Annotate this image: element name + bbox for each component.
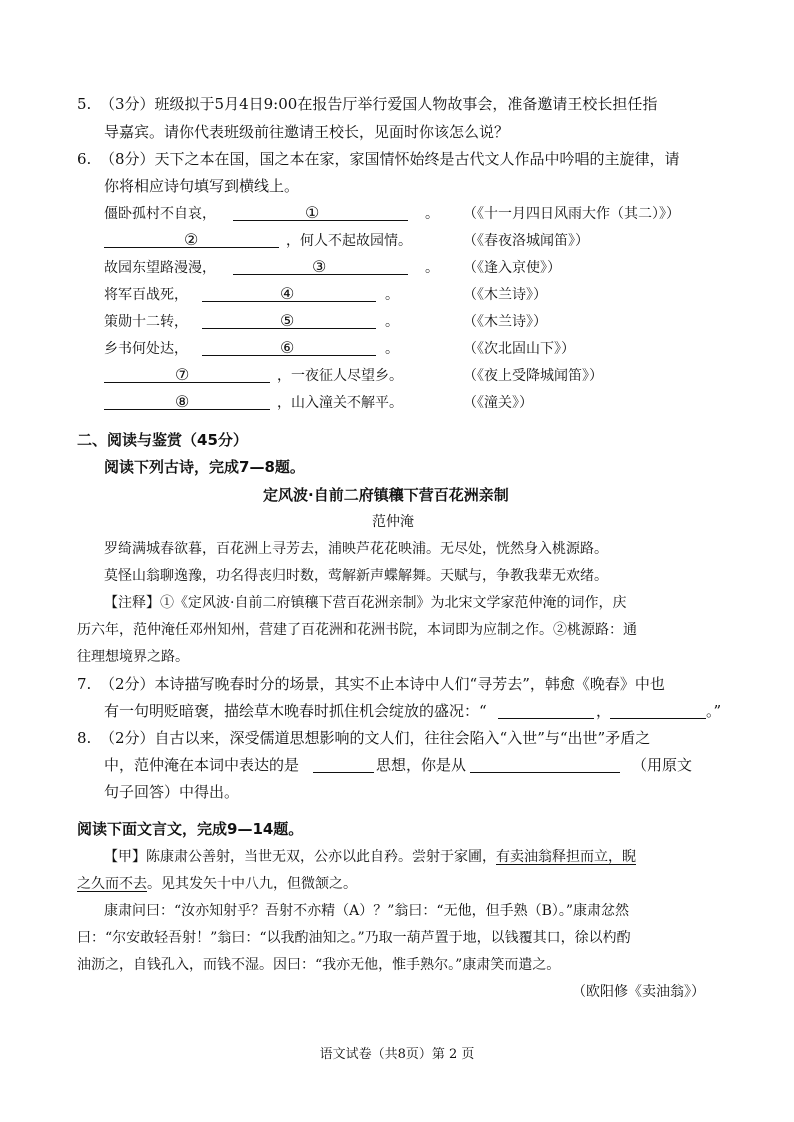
section-heading: 二、阅读与鉴赏（45分） — [77, 431, 248, 449]
q8-text-line1: （2分）自古以来，深受儒道思想影响的文人们，往往会陷入“入世”与“出世”矛盾之 — [100, 729, 651, 747]
poem-line-2: 莫怪山翁聊逸豫，功名得丧归时数，莺解新声蝶解舞。天赋与，争教我辈无欢绪。 — [104, 568, 608, 584]
q7-end-quote: 。” — [706, 702, 722, 720]
poem-line-1: 罗绮满城春欲暮，百花洲上寻芳去，浦映芦花花映浦。无尽处，恍然身入桃源路。 — [104, 541, 608, 557]
blank-marker: ④ — [280, 284, 295, 303]
poem-note-line-3: 往理想境界之路。 — [77, 649, 189, 665]
poem-note-line-2: 历六年，范仲淹任邓州知州，营建了百花洲和花洲书院，本词即为应制之作。②桃源路：通 — [77, 622, 637, 638]
poem-source: （《夜上受降城闻笛》） — [463, 368, 603, 384]
q8-number: 8. — [77, 729, 92, 747]
poem-source: （《春夜洛城闻笛》） — [463, 233, 589, 249]
passage-line-5: 油沥之，自钱孔入，而钱不湿。因曰：“我亦无他，惟手熟尔。”康肃笑而遣之。 — [77, 957, 561, 973]
q8-text-line2c: （用原文 — [632, 756, 693, 774]
q7-text-line1: （2分）本诗描写晚春时分的场景，其实不止本诗中人们“寻芳去”，韩愈《晚春》中也 — [100, 675, 665, 693]
fill-row-post: 。 — [425, 260, 439, 276]
blank-marker: ⑥ — [280, 338, 295, 357]
fill-row-post: 。 — [385, 341, 399, 357]
fill-row-pre: 策勋十二转， — [104, 314, 188, 330]
section-intro: 阅读下列古诗，完成7—8题。 — [104, 458, 305, 476]
fill-row-pre: 僵卧孤村不自哀， — [104, 206, 216, 222]
q7-answer-blank-2[interactable] — [610, 718, 706, 719]
q6-text-line2: 你将相应诗句填写到横线上。 — [104, 177, 300, 195]
fill-row-pre: 将军百战死， — [104, 287, 188, 303]
blank-marker: ⑤ — [280, 311, 295, 330]
poem-title: 定风波·自前二府镇穰下营百花洲亲制 — [263, 486, 509, 504]
fill-row-post: ，山入潼关不解平。 — [277, 395, 403, 411]
fill-row-post: ，何人不起故园情。 — [286, 233, 412, 249]
q7-comma: ， — [596, 702, 612, 720]
poem-source: （《十一月四日风雨大作（其二）》） — [463, 206, 680, 222]
q7-answer-blank-1[interactable] — [498, 718, 594, 719]
passage-line-1: 【甲】陈康肃公善射，当世无双，公亦以此自矜。尝射于家圃，有卖油翁释担而立，睨 — [104, 849, 636, 865]
q8-text-line3: 句子回答）中得出。 — [104, 783, 240, 801]
q7-number: 7. — [77, 675, 92, 693]
fill-row-post: 。 — [385, 287, 399, 303]
passage-line-2: 之久而不去。见其发矢十中八九，但微颔之。 — [77, 876, 357, 892]
poem-source: （《潼关》） — [463, 395, 533, 411]
passage-line-3: 康肃问曰：“汝亦知射乎？吾射不亦精（A）？”翁曰：“无他，但手熟（B）。”康肃忿然 — [104, 903, 630, 919]
poem-author: 范仲淹 — [372, 514, 414, 530]
passage-source: （欧阳修《卖油翁》） — [572, 984, 705, 1000]
poem-source: （《逢入京使》） — [463, 260, 561, 276]
blank-marker: ② — [184, 230, 199, 249]
poem-source: （《木兰诗》） — [463, 314, 547, 330]
q5-text-line1: （3分）班级拟于5月4日9:00在报告厅举行爱国人物故事会，准备邀请王校长担任指 — [100, 95, 658, 113]
poem-note-line-1: 【注释】①《定风波·自前二府镇穰下营百花洲亲制》为北宋文学家范仲淹的词作，庆 — [104, 595, 627, 611]
q5-text-line2: 导嘉宾。请你代表班级前往邀请王校长，见面时你该怎么说？ — [104, 123, 510, 141]
q8-text-line2b: 思想，你是从 — [376, 756, 467, 774]
fill-row-post: 。 — [385, 314, 399, 330]
blank-marker: ③ — [312, 257, 327, 276]
q6-number: 6. — [77, 150, 92, 168]
blank-marker: ⑧ — [175, 392, 190, 411]
q8-answer-blank-1[interactable] — [313, 772, 374, 773]
fill-row-pre: 故园东望路漫漫， — [104, 260, 216, 276]
blank-marker: ⑦ — [175, 365, 190, 384]
poem-source: （《次北固山下》） — [463, 341, 575, 357]
classical-intro: 阅读下面文言文，完成9—14题。 — [77, 820, 304, 838]
blank-marker: ① — [305, 203, 320, 222]
fill-row-post: ，一夜征人尽望乡。 — [277, 368, 403, 384]
fill-row-post: 。 — [425, 206, 439, 222]
q7-text-line2: 有一句明贬暗褒，描绘草木晚春时抓住机会绽放的盛况：“ — [104, 702, 487, 720]
underlined-phrase: 之久而不去 — [77, 876, 147, 892]
underlined-phrase: 有卖油翁释担而立，睨 — [496, 849, 636, 865]
q8-text-line2a: 中，范仲淹在本词中表达的是 — [104, 756, 300, 774]
q8-answer-blank-2[interactable] — [470, 772, 620, 773]
q5-number: 5. — [77, 95, 92, 113]
q6-text-line1: （8分）天下之本在国，国之本在家，家国情怀始终是古代文人作品中吟唱的主旋律，请 — [100, 150, 680, 168]
fill-row-pre: 乡书何处达， — [104, 341, 188, 357]
passage-line-4: 曰：“尔安敢轻吾射！”翁曰：“以我酌油知之。”乃取一葫芦置于地，以钱覆其口，徐以杓酌 — [77, 930, 631, 946]
page-footer: 语文试卷（共8页）第 2 页 — [319, 1047, 475, 1062]
answer-blank-1[interactable] — [233, 220, 408, 221]
poem-source: （《木兰诗》） — [463, 287, 547, 303]
